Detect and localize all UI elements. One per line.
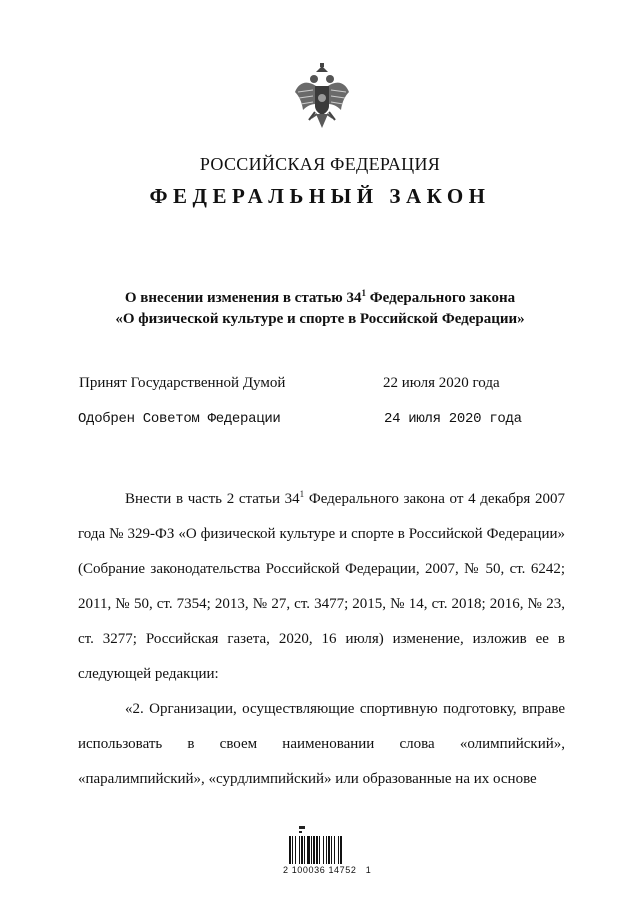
body-paragraph-1-start: Внести в часть 2 статьи 34 bbox=[125, 491, 300, 507]
approved-label: Одобрен Советом Федерации bbox=[78, 411, 281, 427]
document-type: ФЕДЕРАЛЬНЫЙ ЗАКОН bbox=[149, 184, 491, 208]
adopted-date: 22 июля 2020 года bbox=[383, 375, 500, 391]
law-title-line1-end: Федерального закона bbox=[366, 290, 516, 306]
body-paragraph-2: «2. Организации, осуществляющие спортивную подготовку, вправе использовать в своем наименовании слова «олимпийский», «паралимпийский», «сурдлимпийский» или образованные на их основе bbox=[78, 701, 565, 787]
law-body bbox=[78, 482, 565, 797]
body-paragraph-1 bbox=[78, 482, 565, 692]
approved-date: 24 июля 2020 года bbox=[384, 411, 522, 427]
barcode-icon bbox=[285, 826, 361, 866]
law-title-superscript: 1 bbox=[361, 288, 367, 298]
body-superscript: 1 bbox=[299, 489, 305, 499]
adopted-label: Принят Государственной Думой bbox=[79, 375, 286, 391]
body-paragraph-1-rest: Федерального закона от 4 декабря 2007 года № 329-ФЗ «О физической культуре и спорте в Российской Федерации» (Собрание законодательства Российской Федерации, 2007, № 50, ст. 6242; 2011, № 50, ст. 7354; 2013, № 27, ст. 3477; 2015, № 14, ст. 2018; 2016, № 23, ст. 3277; Российская газета, 2020, 16 июля) изменение, изложив ее в следующей редакции: bbox=[78, 491, 566, 682]
law-title bbox=[0, 288, 640, 330]
barcode-number: 2 100036 14752 1 bbox=[283, 865, 372, 875]
law-title-line1-start: О внесении изменения в статью 34 bbox=[124, 290, 362, 306]
law-title-line1 bbox=[0, 288, 640, 309]
coat-of-arms-icon bbox=[289, 62, 355, 138]
law-title-line2: «О физической культуре и спорте в Российской Федерации» bbox=[115, 311, 525, 327]
country-name: РОССИЙСКАЯ ФЕДЕРАЦИЯ bbox=[199, 154, 441, 174]
